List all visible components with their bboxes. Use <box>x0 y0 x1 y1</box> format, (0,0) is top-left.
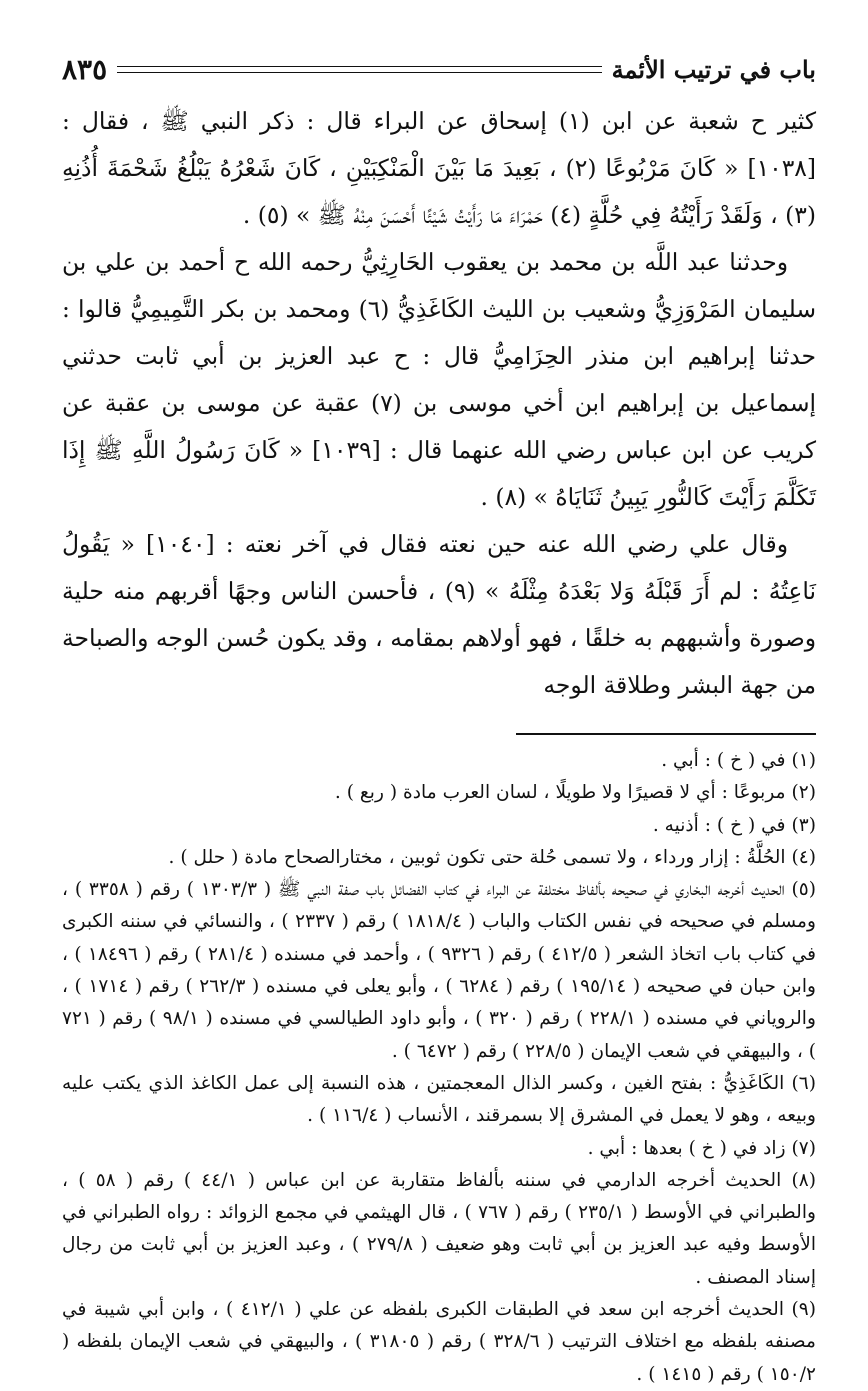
book-page <box>62 44 817 1385</box>
footnote-4: (٤) الحُلَّةُ : إزار ورداء ، ولا تسمى حُلة حتى تكون ثوبين ، مختارالصحاح مادة ( حلل ) . <box>168 846 816 868</box>
running-header <box>62 44 816 94</box>
footnote-3: (٣) في ( خ ) : أذنيه . <box>652 814 816 836</box>
footnote-9: (٩) الحديث أخرجه ابن سعد في الطبقات الكبرى بلفظه عن علي ( ٤١٢/١ ) ، وابن أبي شيبة في مصنفه بلفظه مع اختلاف الترتيب ( ٣٢٨/٦ ) رقم ( ٣١٨٠٥ ) ، والبيهقي في شعب الإيمان بلفظه ( ١٥٠/٢ ) رقم ( ١٤١٥ ) . <box>62 1299 816 1385</box>
paragraph-hadith-1040: وقال علي رضي الله عنه حين نعته فقال في آخر نعته : [١٠٤٠] « يَقُولُ نَاعِتُهُ : لم أَرَ قَبْلَهُ وَلا بَعْدَهُ مِثْلَهُ » (٩) ، فأحسن الناس وجهًا أقربهم منه حلية وصورة وأشبههم به خلقًا ، فهو أولاهم بمقامه ، وقد يكون حُسن الوجه والصباحة من جهة البشر وطلاقة الوجه <box>62 530 817 699</box>
footnote-5: (٥) الحديث أخرجه البخاري في صحيحه بألفاظ مختلفة عن البراء في كتاب الفضائل باب صفة النبي ﷺ ( ١٣٠٣/٣ ) رقم ( ٣٣٥٨ ) ، ومسلم في صحيحه في نفس الكتاب والباب ( ١٨١٨/٤ ) رقم ( ٢٣٣٧ ) ، والنسائي في سننه الكبرى في كتاب باب اتخاذ الشعر ( ٤١٢/٥ ) رقم ( ٩٣٢٦ ) ، وأحمد في مسنده ( ٢٨١/٤ ) رقم ( ١٨٤٩٦ ) ، وابن حبان في صحيحه ( ١٩٥/١٤ ) رقم ( ٦٢٨٤ ) ، وأبو يعلى في مسنده ( ٢٦٢/٣ ) رقم ( ١٧١٤ ) ، والروياني في مسنده ( ٢٢٨/١ ) رقم ( ٣٢٠ ) ، وأبو داود الطيالسي في مسنده ( ٩٨/١ ) رقم ( ٧٢١ ) ، والبيهقي في شعب الإيمان ( ٢٢٨/٥ ) رقم ( ٦٤٧٢ ) . <box>62 879 816 1062</box>
footnote-2: (٢) مربوعًا : أي لا قصيرًا ولا طويلًا ، لسان العرب مادة ( ربع ) . <box>334 782 816 804</box>
paragraph-hadith-1039: وحدثنا عبد اللَّه بن محمد بن يعقوب الحَارِثِيُّ رحمه الله ح أحمد بن علي بن سليمان المَرْوَزِيُّ وشعيب بن الليث الكَاغَذِيُّ (٦) ومحمد بن بكر التَّمِيمِيُّ قالوا : حدثنا إبراهيم ابن منذر الحِزَامِيُّ قال : ح عبد العزيز بن أبي ثابت حدثني إسماعيل بن إبراهيم ابن أخي موسى بن (٧) عقبة عن موسى بن عقبة عن كريب عن ابن عباس رضي الله عنهما قال : [١٠٣٩] « كَانَ رَسُولُ اللَّهِ ﷺ إِذَا تَكَلَّمَ رَأَيْتَ كَالنُّورِ يَبِينُ ثَنَايَاهُ » (٨) . <box>62 248 817 511</box>
page-number: ٨٣٥ <box>62 52 108 86</box>
header-double-rule <box>117 66 602 73</box>
chapter-title: باب في ترتيب الأئمة <box>611 54 816 84</box>
main-text <box>62 98 816 709</box>
paragraph-hadith-1038: كثير ح شعبة عن ابن (١) إسحاق عن البراء قال : ذكر النبي ﷺ ، فقال : [١٠٣٨] « كَانَ مَرْبُوعًا (٢) ، بَعِيدَ مَا بَيْنَ الْمَنْكِبَيْنِ ، كَانَ شَعْرُهُ يَبْلُغُ شَحْمَةَ أُذُنِهِ (٣) ، وَلَقَدْ رَأَيْتُهُ فِي حُلَّةٍ (٤) حَمْرَاءَ مَا رَأَيْتُ شَيْئًا أَحْسَنَ مِنْهُ ﷺ » (٥) . <box>62 107 816 229</box>
footnote-8: (٨) الحديث أخرجه الدارمي في سننه بألفاظ متقاربة عن ابن عباس ( ٤٤/١ ) رقم ( ٥٨ ) ، والطبراني في الأوسط ( ٢٣٥/١ ) رقم ( ٧٦٧ ) ، قال الهيثمي في مجمع الزوائد : رواه الطبراني في الأوسط وفيه عبد العزيز بن أبي ثابت وهو ضعيف ( ٢٧٩/٨ ) ، وعبد العزيز بن أبي ثابت من رجال إسناد المصنف . <box>62 1169 816 1288</box>
footnotes <box>62 745 816 1391</box>
footnote-1: (١) في ( خ ) : أبي . <box>661 750 816 771</box>
footnote-separator <box>516 733 816 735</box>
footnote-6: (٦) الكَاغَذِيُّ : بفتح الغين ، وكسر الذال المعجمتين ، هذه النسبة إلى عمل الكاغذ الذي يكتب عليه وبيعه ، وهو لا يعمل في المشرق إلا بسمرقند ، الأنساب ( ١١٦/٤ ) . <box>62 1072 816 1127</box>
footnote-7: (٧) زاد في ( خ ) بعدها : أبي . <box>587 1137 816 1159</box>
